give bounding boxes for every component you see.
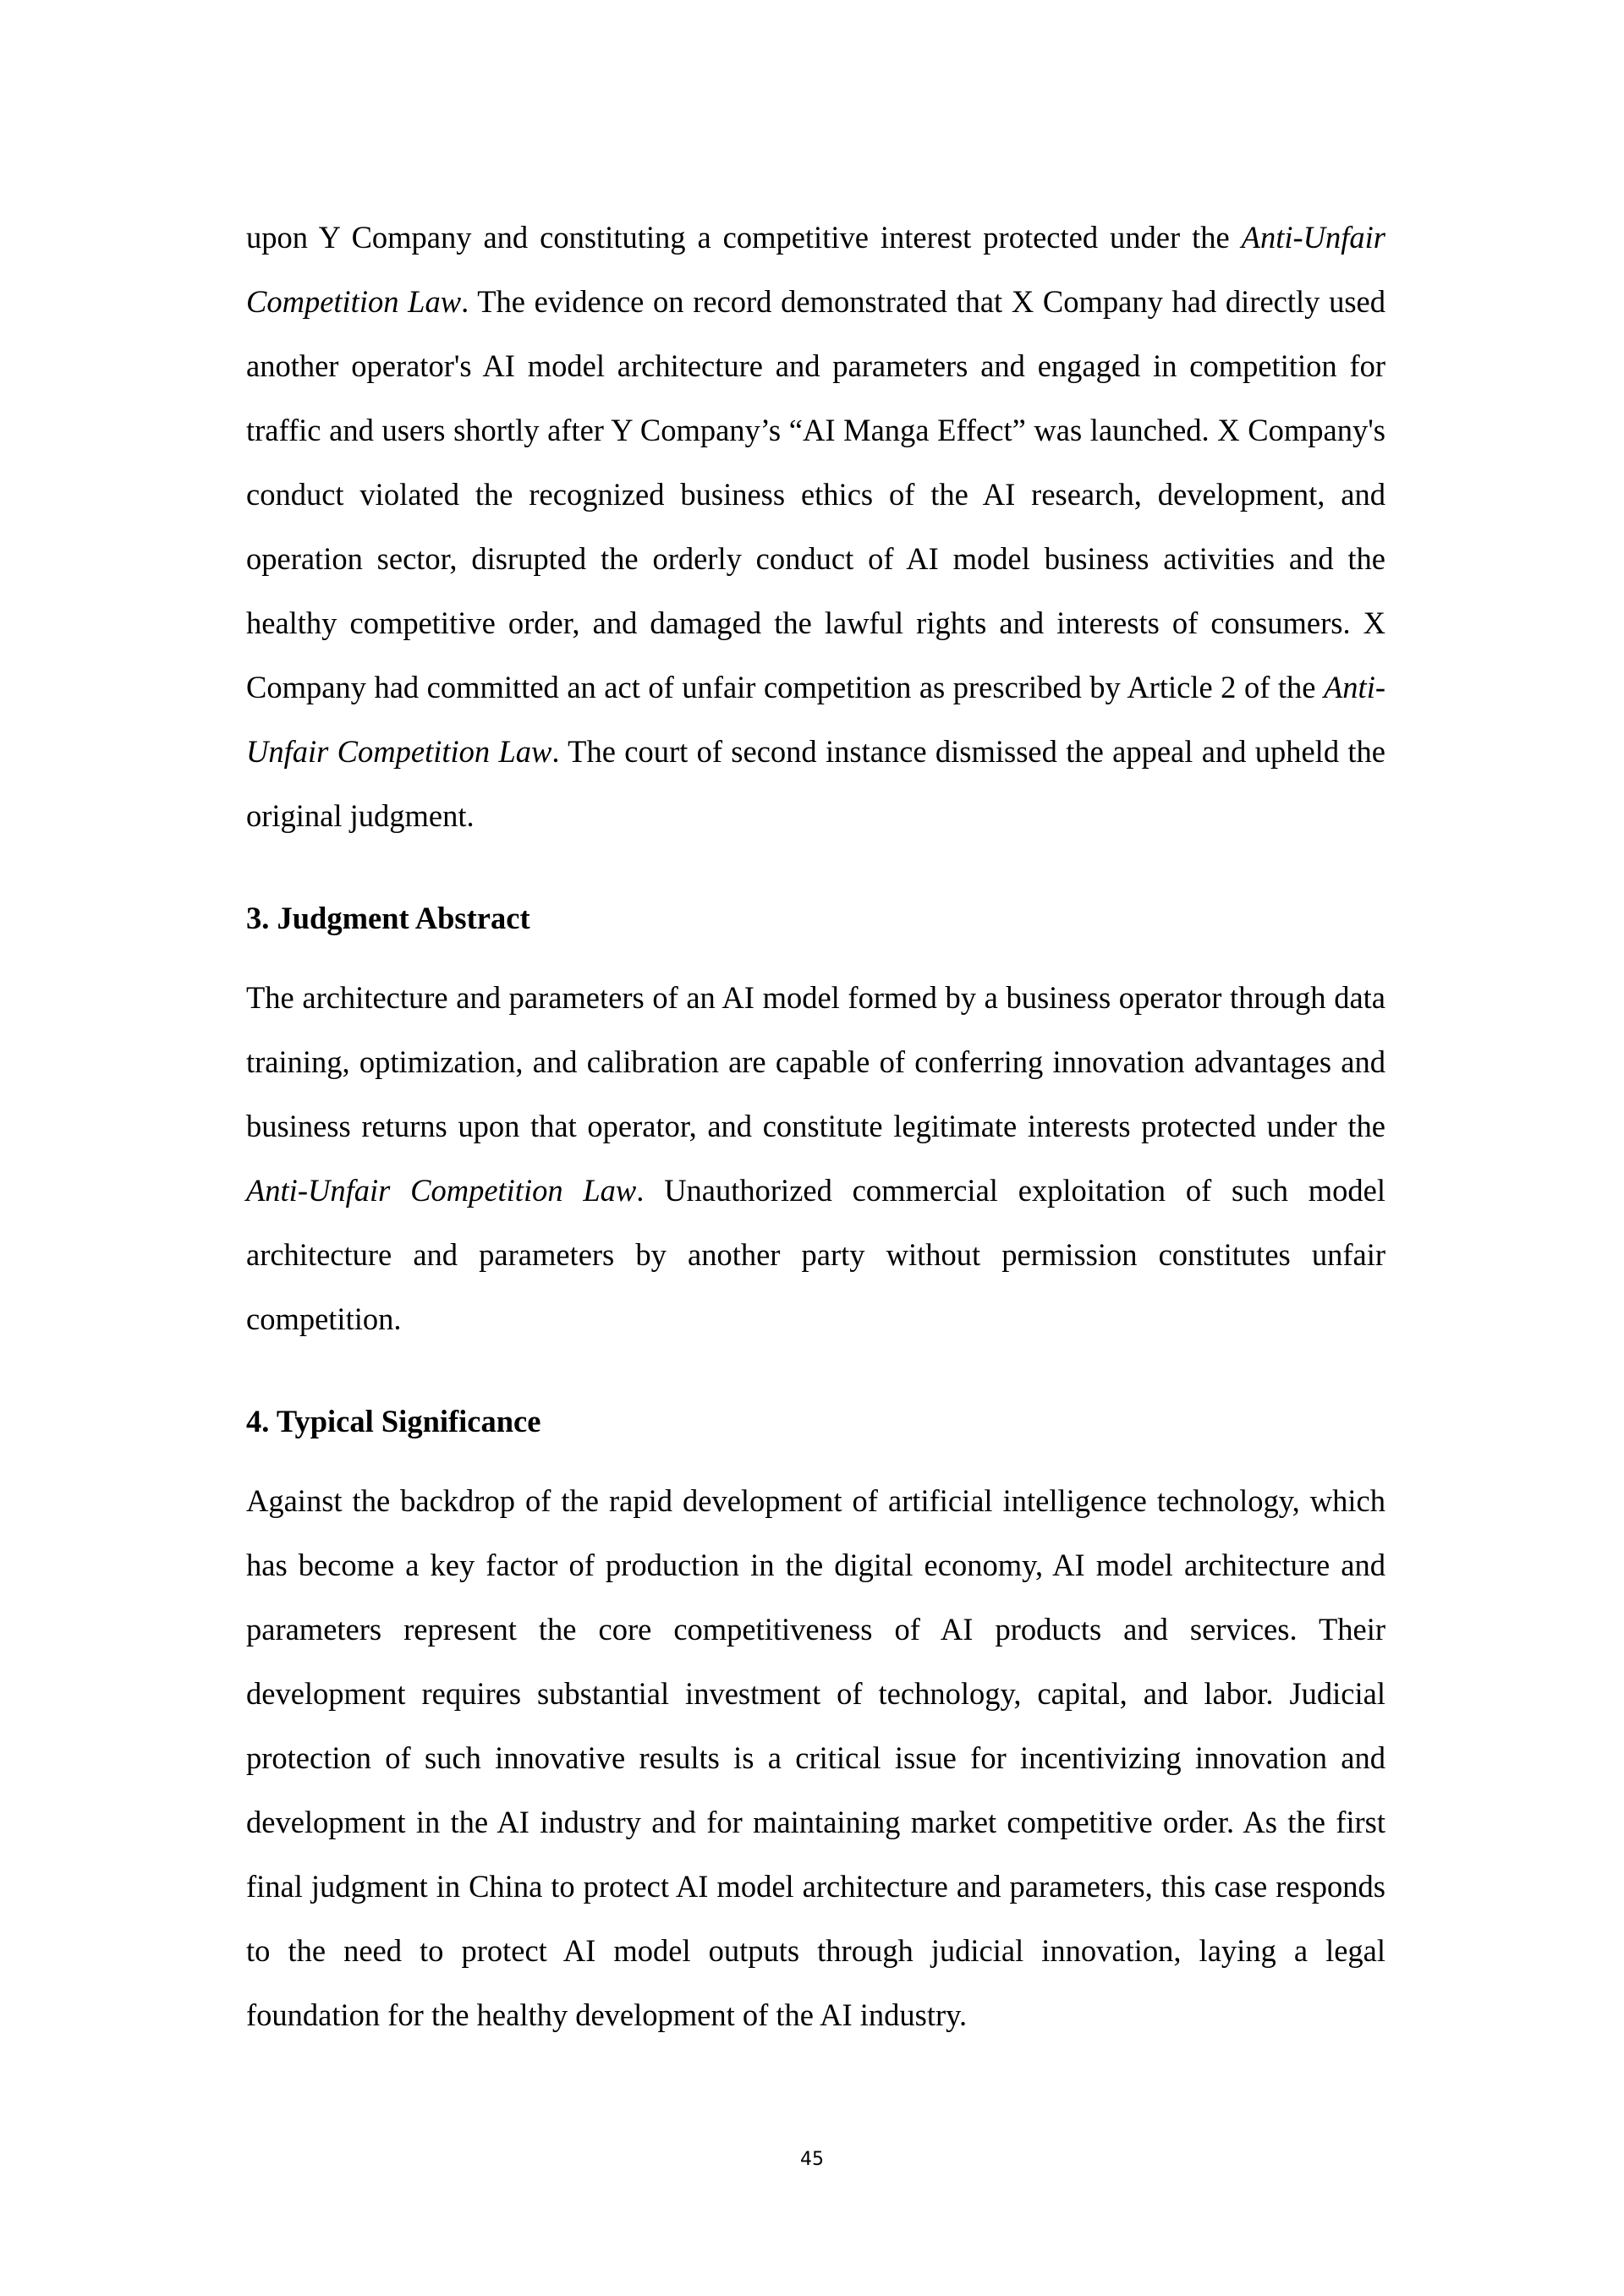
law-title-italic: Anti-Unfair Competition Law bbox=[246, 220, 1385, 319]
page-number: 45 bbox=[800, 2149, 824, 2170]
law-title-italic: Anti-Unfair Competition Law bbox=[246, 670, 1385, 769]
paragraph-typical-significance: Against the backdrop of the rapid development of artificial intelligence technology, which has become a key factor of production in the digital economy, AI model architecture and parameters represent the core competitiveness of AI products and services. Their development requires substantial investment of technology, capital, and labor. Judicial protection of such innovative results is a critical issue for incentivizing innovation and development in the AI industry and for maintaining market competitive order. As the first final judgment in China to protect AI model architecture and parameters, this case responds to the need to protect AI model outputs through judicial innovation, laying a legal foundation for the healthy development of the AI industry. bbox=[246, 1483, 1385, 2032]
page-body bbox=[246, 205, 1385, 2047]
paragraph-case-summary-continued: upon Y Company and constituting a competitive interest protected under the Anti-Unfair Competition Law. The evidence on record demonstrated that X Company had directly used another operator's AI model architecture and parameters and engaged in competition for traffic and users shortly after Y Company’s “AI Manga Effect” was launched. X Company's conduct violated the recognized business ethics of the AI research, development, and operation sector, disrupted the orderly conduct of AI model business activities and the healthy competitive order, and damaged the lawful rights and interests of consumers. X Company had committed an act of unfair competition as prescribed by Article 2 of the Anti-Unfair Competition Law. The court of second instance dismissed the appeal and upheld the original judgment. bbox=[246, 220, 1385, 833]
law-title-italic: Anti-Unfair Competition Law bbox=[246, 1173, 637, 1208]
heading-typical-significance: 4. Typical Significance bbox=[246, 1404, 541, 1438]
heading-judgment-abstract: 3. Judgment Abstract bbox=[246, 901, 530, 935]
paragraph-judgment-abstract: The architecture and parameters of an AI model formed by a business operator through data training, optimization, and calibration are capable of conferring innovation advantages and business returns upon that operator, and constitute legitimate interests protected under the Anti-Unfair Competition Law. Unauthorized commercial exploitation of such model architecture and parameters by another party without permission constitutes unfair competition. bbox=[246, 980, 1385, 1336]
